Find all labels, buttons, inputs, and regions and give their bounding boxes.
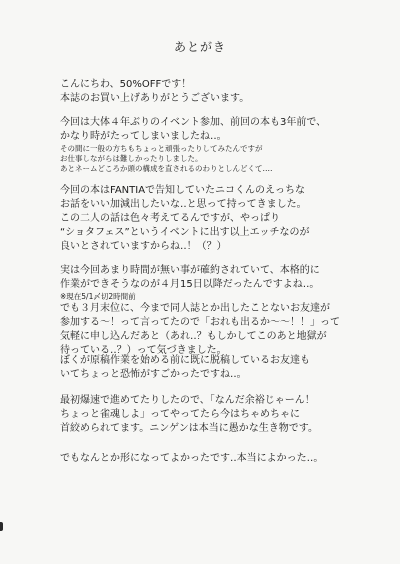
text-line: 実は今回あまり時間が無い事が確約されていて、本格的に (60, 265, 320, 276)
text-line: でも３月末位に、今まで同人誌とか出したことないお友達が (60, 303, 330, 314)
text-line: 作業ができそうなのが４月15日以降だったんですよね‥。 (60, 279, 320, 290)
text-line: 待っている‥？）って気づきました。 (60, 345, 227, 356)
paragraph-event (60, 116, 360, 174)
text-line: お話をいい加減出したいな‥と思って持ってきました。 (60, 199, 307, 210)
text-line: この二人の話は色々考えてるんですが、やっぱり (60, 213, 280, 224)
text-line: ちょっと雀魂しよ」ってやってたら今はちゃめちゃに (60, 409, 300, 420)
paragraph-schedule (60, 264, 360, 358)
text-line: かなり時がたってしまいましたね‥。 (60, 131, 227, 142)
page-title: あとがき (173, 40, 226, 54)
text-line: ぼくが原稿作業を始める前に既に脱稿しているお友達も (60, 355, 310, 366)
text-line: こんにちわ、50%OFFです！ (60, 79, 192, 90)
paragraph-progress (60, 394, 360, 436)
text-line: でもなんとか形になってよかったです‥本当によかった‥。 (60, 453, 324, 464)
text-line: 良いとされていますからね‥！（？） (60, 241, 227, 252)
text-line: 首絞められてます。ニンゲンは本当に愚かな生き物です。 (60, 423, 318, 434)
text-line: 本誌のお買い上げありがとうございます。 (60, 93, 250, 104)
text-line: 参加する～！って言ってたので「おれも出るか～～！！」って (60, 317, 340, 328)
text-line: 気軽に申し込んだあと（あれ‥？もしかしてこのあと地獄が (60, 331, 327, 342)
text-line: 最初爆速で進めてたりしたので、「なんだ余裕じゃーん！ (60, 395, 315, 406)
text-line-small: あとネームどころか頭の構成を直されるのわりとしんどくて‥‥ (60, 164, 273, 173)
paragraph-greeting (60, 78, 360, 106)
paragraph-friends (60, 354, 360, 382)
page-edge-mark (0, 522, 3, 531)
paragraph-this-book (60, 184, 360, 254)
text-line: 今回は大体４年ぶりのイベント参加、前回の本も3年前で、 (60, 117, 327, 128)
text-line: “ショタフェス”というイベントに出す以上エッチなのが (60, 227, 310, 238)
text-line-small: お仕事しながらは難しかったりしました。 (60, 154, 203, 163)
text-line-small: その間に一般の方ちもちょっと頑張ったりしてみたんですが (60, 144, 263, 153)
text-line: いてちょっと恐怖がすごかったですね‥。 (60, 369, 247, 380)
text-line: 今回の本はFANTIAで告知していたニコくんのえっちな (60, 185, 306, 196)
paragraph-closing (60, 452, 360, 466)
text-line-small: ※現在5/1〆切2時間前 (60, 292, 136, 301)
